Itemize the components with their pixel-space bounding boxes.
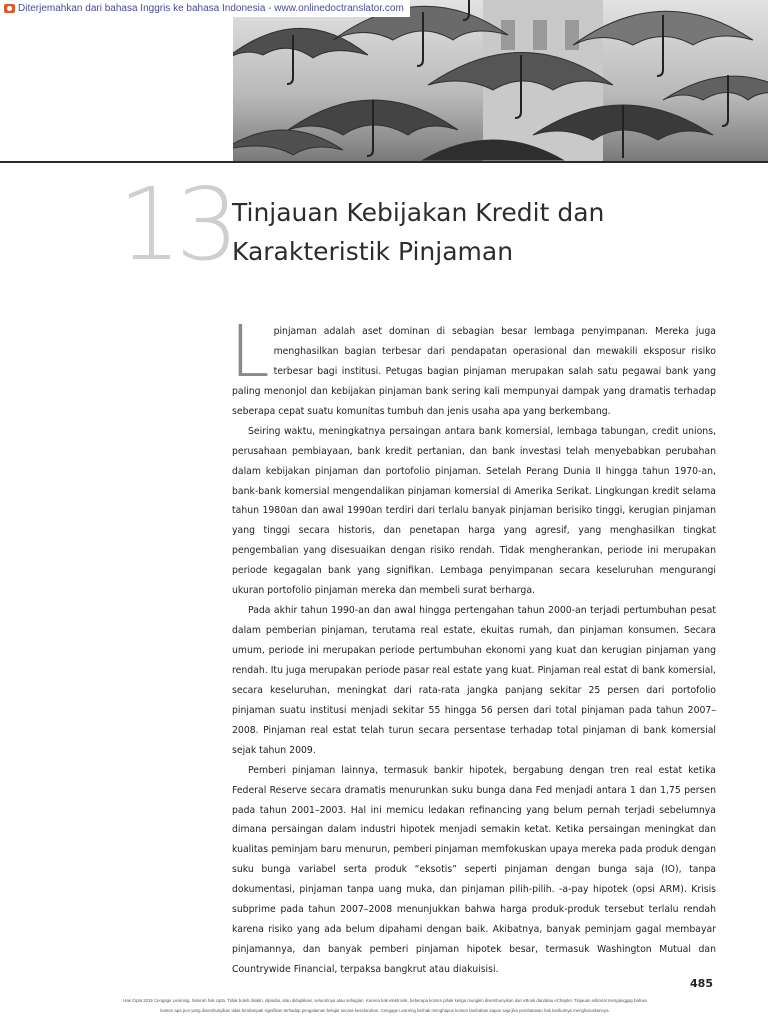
drop-cap: L bbox=[230, 310, 270, 393]
copyright-footer bbox=[60, 996, 710, 1016]
header-rule bbox=[0, 161, 768, 163]
body-paragraph-4: Pemberi pinjaman lainnya, termasuk bankir hipotek, bergabung dengan tren real estat ketika Federal Reserve secara dramatis menurunkan suku bunga dana Fed menjadi antara 1 dan 1,75 persen pada tahun 2001–2003. Hal ini memicu ledakan refinancing yang belum pernah terjadi sebelumnya dimana persaingan dalam industri hipotek menjadi semakin ketat. Ketika persaingan meningkat dan kualitas peminjam baru menurun, pemberi pinjaman memfokuskan upaya mereka pada produk dengan suku bunga variabel serta produk “eksotis” seperti pinjaman dengan bunga saja (IO), tanpa dokumentasi, pinjaman tanpa uang muka, dan pinjaman pilih-pilih. -a-pay hipotek (opsi ARM). Krisis subprime pada tahun 2007–2008 menunjukkan bahwa harga produk-produk tersebut terlalu rendah karena risiko yang ada belum dipahami dengan baik. Akibatnya, banyak peminjam gagal membayar pinjamannya, dan banyak pemberi pinjaman hipotek besar, termasuk Washington Mutual dan Countrywide Financial, terpaksa bangkrut atau diakuisisi. bbox=[232, 764, 716, 975]
page-number: 485 bbox=[690, 977, 713, 990]
chapter-title bbox=[232, 193, 652, 271]
body-paragraph-1-text: pinjaman adalah aset dominan di sebagian besar lembaga penyimpanan. Mereka juga menghasilkan bagian terbesar dari pendapatan operasional dan mewakili eksposur risiko terbesar bagi institusi. Petugas bagian pinjaman merupakan salah satu pegawai bank yang paling menonjol dan kebijakan pinjaman bank sering kali mempunyai dampak yang dramatis terhadap seberapa cepat suatu komunitas tumbuh dan jenis usaha apa yang berkembang. bbox=[232, 326, 716, 417]
body-paragraph-2: Seiring waktu, meningkatnya persaingan antara bank komersial, lembaga tabungan, credit unions, perusahaan pembiayaan, bank kredit pertanian, dan bank investasi telah menyebabkan perubahan dalam kebijakan pinjaman dan portofolio pinjaman. Setelah Perang Dunia II hingga tahun 1970-an, bank-bank komersial mengendalikan pinjaman komersial di Amerika Serikat. Lingkungan kredit selama tahun 1980an dan awal 1990an terdiri dari terlalu banyak pinjaman berisiko tinggi, kerugian pinjaman yang tinggi secara historis, dan penetapan harga yang agresif, yang menghasilkan tingkat pengembalian yang disesuaikan dengan risiko rendah. Tidak mengherankan, periode ini merupakan periode kegagalan bank yang signifikan. Lembaga penyimpanan secara keseluruhan mengurangi ukuran portofolio pinjaman mereka dan membeli surat berharga. bbox=[232, 425, 716, 597]
chapter-body bbox=[230, 310, 716, 980]
body-paragraph-1 bbox=[230, 310, 716, 422]
chapter-number: 13 bbox=[118, 166, 234, 283]
body-paragraph-3: Pada akhir tahun 1990-an dan awal hingga pertengahan tahun 2000-an terjadi pertumbuhan pesat dalam pemberian pinjaman, terutama real estate, ekuitas rumah, dan pinjaman konsumen. Secara umum, periode ini merupakan periode pertumbuhan ekonomi yang kuat dan kerugian pinjaman yang rendah. Itu juga merupakan periode pasar real estate yang kuat. Pinjaman real estat di bank komersial, secara keseluruhan, meningkat dari rata-rata jangka panjang sekitar 25 persen dari portofolio pinjaman suatu institusi menjadi sekitar 55 hingga 56 persen dari total pinjaman pada tahun 2007–2008. Pinjaman real estat telah turun secara persentase terhadap total pinjaman di bank komersial sejak tahun 2009. bbox=[232, 605, 716, 756]
translator-logo-icon bbox=[4, 4, 15, 13]
copyright-line-1: Hak Cipta 2015 Cengage Learning. Seluruh hak cipta. Tidak boleh disalin, dipindai, atau diduplikasi, seluruhnya atau sebagian. Karena hak elektronik, beberapa konten pihak ketiga mungkin disembunyikan dari eBook dan/atau eChapter. Tinjauan editorial menganggap bahwa bbox=[123, 998, 647, 1003]
translator-banner[interactable] bbox=[0, 0, 410, 17]
translator-banner-text[interactable]: Diterjemahkan dari bahasa Inggris ke bahasa Indonesia - www.onlinedoctranslator.com bbox=[18, 3, 404, 14]
chapter-title-line-1: Tinjauan Kebijakan Kredit dan bbox=[232, 198, 605, 227]
chapter-hero-image bbox=[233, 0, 768, 161]
chapter-title-line-2: Karakteristik Pinjaman bbox=[232, 237, 514, 266]
copyright-line-2: konten apa pun yang disembunyikan tidak berdampak signifikan terhadap pengalaman belajar secara keseluruhan. Cengage Learning berhak menghapus konten tambahan kapan saja jika pembatasan hak berikutnya mengharuskannya. bbox=[160, 1008, 610, 1013]
